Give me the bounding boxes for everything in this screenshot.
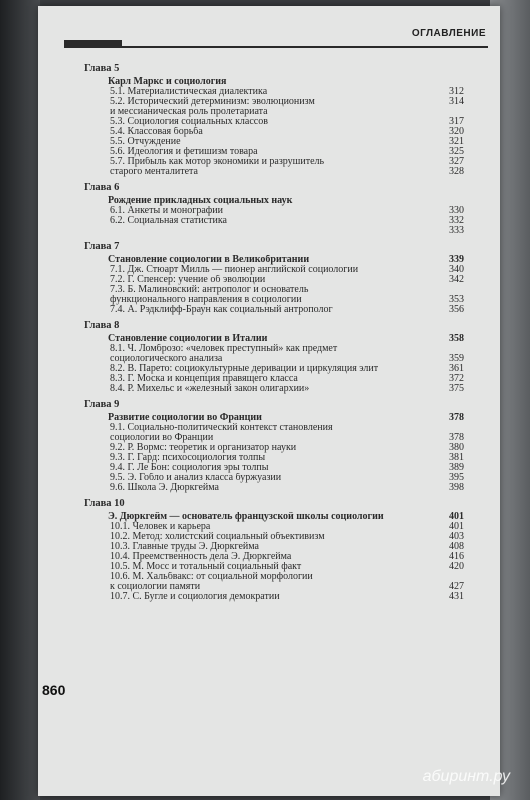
toc-entry-page: 317: [449, 116, 464, 127]
toc-entry-page: 398: [449, 482, 464, 493]
toc-entry-text: 10.4. Преемственность дела Э. Дюркгейма: [110, 552, 292, 562]
toc-entry-page: 320: [449, 126, 464, 137]
toc-entry: [110, 87, 464, 97]
toc-entry-text: социологии во Франции: [110, 433, 214, 443]
toc-entry: [110, 117, 464, 127]
watermark: абиринт.ру: [422, 768, 510, 785]
toc-entry: [110, 275, 464, 285]
toc-entry-text: 8.1. Ч. Ломброзо: «человек преступный» как предмет: [110, 344, 338, 354]
toc-entry: [110, 384, 464, 394]
toc-entry: [110, 167, 464, 177]
toc-entry-text: 5.4. Классовая борьба: [110, 127, 203, 137]
toc-entry-text: 10.3. Главные труды Э. Дюркгейма: [110, 542, 259, 552]
toc-entry-page: 401: [449, 521, 464, 532]
toc-entry-page: 328: [449, 166, 464, 177]
chapter: [84, 242, 464, 315]
chapter-label: Глава 5: [84, 63, 120, 74]
toc-entry: [110, 285, 464, 295]
toc-entry-page: 340: [449, 264, 464, 275]
toc-entry-text: 9.4. Г. Ле Бон: социология эры толпы: [110, 463, 269, 473]
toc-entry: [110, 463, 464, 473]
toc-entry: [110, 206, 464, 216]
chapter-title: [108, 196, 464, 206]
toc-entry-text: и мессианическая роль пролетариата: [110, 107, 268, 117]
toc-entry-page: 378: [449, 432, 464, 443]
toc-entry-page: 381: [449, 452, 464, 463]
toc-entry-page: 403: [449, 531, 464, 542]
chapter-title-page: 378: [449, 412, 464, 423]
toc-entry-page: 342: [449, 274, 464, 285]
toc-entry-text: 9.5. Э. Гобло и анализ класса буржуазии: [110, 473, 282, 483]
toc-entry-page: 327: [449, 156, 464, 167]
chapter: [84, 499, 464, 602]
toc-entry-text: 7.2. Г. Спенсер: учение об эволюции: [110, 275, 266, 285]
toc-entry: [110, 562, 464, 572]
toc-entry: [110, 532, 464, 542]
chapter-title-page: 358: [449, 333, 464, 344]
toc-entry: [110, 226, 464, 236]
toc-entry-page: 380: [449, 442, 464, 453]
toc-entry: [110, 157, 464, 167]
chapter-label: Глава 6: [84, 182, 120, 193]
toc-entry-page: 408: [449, 541, 464, 552]
chapter-label: Глава 9: [84, 399, 120, 410]
chapter-title-page: 339: [449, 254, 464, 265]
toc-entry-text: 5.2. Исторический детерминизм: эволюционизм: [110, 97, 315, 107]
toc-entry: [110, 572, 464, 582]
toc-entry-text: функционального направления в социологии: [110, 295, 302, 305]
toc-entry-text: 10.5. М. Мосс и тотальный социальный факт: [110, 562, 302, 572]
toc-entry: [110, 354, 464, 364]
table-of-contents: [84, 64, 464, 608]
toc-entry: [110, 305, 464, 315]
toc-entry: [110, 344, 464, 354]
toc-entry: [110, 364, 464, 374]
toc-entry-text: 10.1. Человек и карьера: [110, 522, 211, 532]
toc-entry-page: 312: [449, 86, 464, 97]
toc-entry-text: 6.1. Анкеты и монографии: [110, 206, 223, 216]
toc-entry: [110, 592, 464, 602]
toc-entry: [110, 127, 464, 137]
toc-entry: [110, 147, 464, 157]
chapter-title-text: Э. Дюркгейм — основатель французской школы социологии: [108, 512, 384, 522]
toc-entry-text: 9.6. Школа Э. Дюркгейма: [110, 483, 219, 493]
toc-entry-text: 9.1. Социально-политический контекст становления: [110, 423, 333, 433]
toc-entry: [110, 443, 464, 453]
toc-entry-text: 10.6. М. Хальбвакс: от социальной морфологии: [110, 572, 313, 582]
toc-entry-text: 5.6. Идеология и фетишизм товара: [110, 147, 258, 157]
chapter-title: [108, 255, 464, 265]
toc-entry: [110, 453, 464, 463]
toc-entry-page: 375: [449, 383, 464, 394]
chapter-title-text: Становление социологии в Италии: [108, 334, 268, 344]
chapter-title-text: Становление социологии в Великобритании: [108, 255, 310, 265]
header-title: ОГЛАВЛЕНИЕ: [411, 28, 486, 39]
toc-entry-page: 330: [449, 205, 464, 216]
toc-entry: [110, 582, 464, 592]
toc-entry-page: 431: [449, 591, 464, 602]
toc-entry-text: 8.2. В. Парето: социокультурные деривации и циркуляция элит: [110, 364, 379, 374]
chapter-title: [108, 512, 464, 522]
chapter-label: Глава 7: [84, 241, 120, 252]
header-rule: [64, 46, 488, 48]
toc-entry-page: 359: [449, 353, 464, 364]
toc-entry-page: 389: [449, 462, 464, 473]
toc-entry: [110, 552, 464, 562]
toc-entry-page: 356: [449, 304, 464, 315]
toc-entry-page: 333: [449, 225, 464, 236]
toc-entry-page: 332: [449, 215, 464, 226]
toc-entry-text: 5.7. Прибыль как мотор экономики и разрушитель: [110, 157, 325, 167]
toc-entry-text: социологического анализа: [110, 354, 223, 364]
chapter: [84, 183, 464, 236]
toc-entry-text: 8.4. Р. Михельс и «железный закон олигархии»: [110, 384, 310, 394]
chapter-title: [108, 413, 464, 423]
toc-entry-text: старого менталитета: [110, 167, 198, 177]
toc-entry: [110, 423, 464, 433]
chapter-title: [108, 334, 464, 344]
chapter-title-page: 401: [449, 511, 464, 522]
toc-entry-page: 325: [449, 146, 464, 157]
toc-entry-text: 5.5. Отчуждение: [110, 137, 181, 147]
toc-entry-page: 353: [449, 294, 464, 305]
toc-entry: [110, 265, 464, 275]
toc-entry-page: 361: [449, 363, 464, 374]
toc-entry-text: 10.2. Метод: холистский социальный объективизм: [110, 532, 325, 542]
toc-entry: [110, 522, 464, 532]
toc-entry: [110, 374, 464, 384]
chapter: [84, 400, 464, 493]
chapter-label: Глава 10: [84, 498, 125, 509]
toc-entry-text: 7.3. Б. Малиновский: антрополог и основатель: [110, 285, 309, 295]
toc-entry-page: 416: [449, 551, 464, 562]
toc-entry-text: [110, 226, 438, 236]
toc-entry-text: 8.3. Г. Моска и концепция правящего класса: [110, 374, 298, 384]
toc-entry-text: 9.3. Г. Гард: психосоциология толпы: [110, 453, 266, 463]
book-page: [38, 6, 500, 796]
toc-entry: [110, 473, 464, 483]
toc-entry-text: 5.1. Материалистическая диалектика: [110, 87, 268, 97]
toc-entry-text: 7.4. А. Рэдклифф-Браун как социальный антрополог: [110, 305, 333, 315]
background-left: [0, 0, 40, 800]
chapter-title-text: Развитие социологии во Франции: [108, 413, 262, 423]
toc-entry-text: к социологии памяти: [110, 582, 201, 592]
chapter-label: Глава 8: [84, 320, 120, 331]
toc-entry-text: 7.1. Дж. Стюарт Милль — пионер английской социологии: [110, 265, 359, 275]
chapter-title-text: Рождение прикладных социальных наук: [108, 196, 293, 206]
chapter: [84, 321, 464, 394]
toc-entry: [110, 295, 464, 305]
toc-entry-text: 5.3. Социология социальных классов: [110, 117, 268, 127]
toc-entry: [110, 107, 464, 117]
page-number: 860: [42, 682, 66, 698]
toc-entry-page: 427: [449, 581, 464, 592]
toc-entry-text: 9.2. Р. Вормс: теоретик и организатор науки: [110, 443, 297, 453]
toc-entry-text: 10.7. С. Бугле и социология демократии: [110, 592, 280, 602]
toc-entry-page: 420: [449, 561, 464, 572]
toc-entry-text: 6.2. Социальная статистика: [110, 216, 227, 226]
toc-entry-page: 321: [449, 136, 464, 147]
toc-entry-page: 314: [449, 96, 464, 107]
chapter-title-text: Карл Маркс и социология: [108, 77, 227, 87]
toc-entry: [110, 542, 464, 552]
toc-entry-page: 395: [449, 472, 464, 483]
chapter-title: [108, 77, 464, 87]
toc-entry: [110, 216, 464, 226]
toc-entry: [110, 137, 464, 147]
toc-entry: [110, 483, 464, 493]
toc-entry: [110, 97, 464, 107]
chapter: [84, 64, 464, 177]
toc-entry-page: 372: [449, 373, 464, 384]
toc-entry: [110, 433, 464, 443]
